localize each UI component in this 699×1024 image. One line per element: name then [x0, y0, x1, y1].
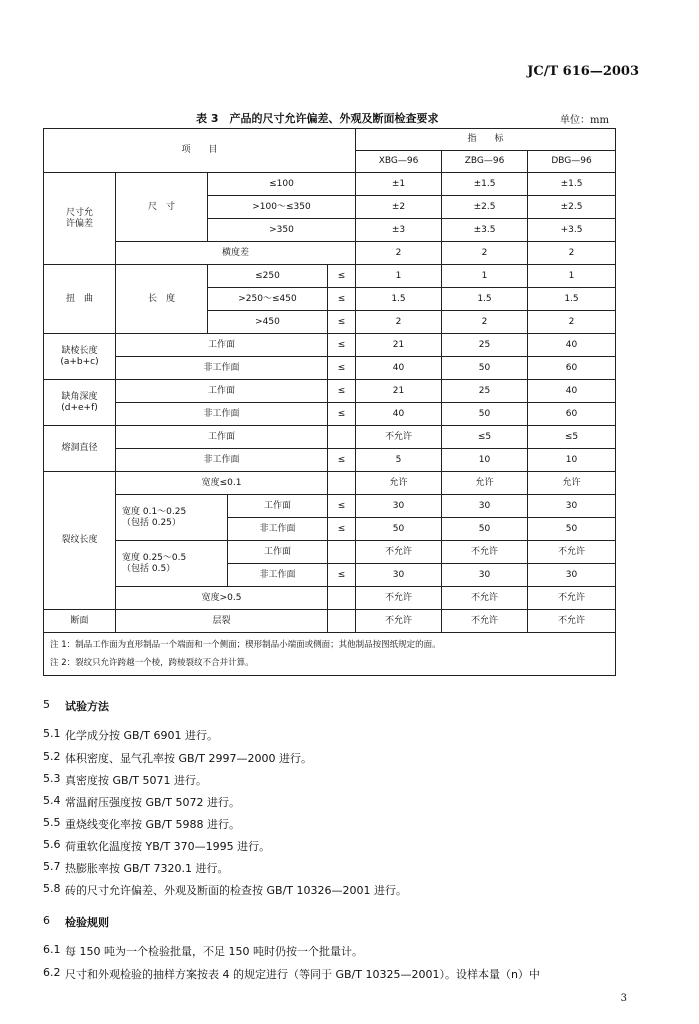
value-cell: 2 [442, 311, 528, 334]
crack-length-label: 裂纹长度 [44, 472, 116, 610]
value-cell: 不允许 [356, 541, 442, 564]
value-cell: ≤5 [442, 426, 528, 449]
section-number: 6 [43, 914, 50, 927]
value-cell: 50 [442, 403, 528, 426]
value-cell: 2 [528, 311, 616, 334]
face-cell: 工作面 [116, 426, 328, 449]
melt-hole-label: 熔洞直径 [44, 426, 116, 472]
range-cell: >250～≤450 [208, 288, 328, 311]
clause-text: 化学成分按 GB/T 6901 进行。 [65, 729, 218, 742]
operator-cell: ≤ [328, 288, 356, 311]
face-cell: 非工作面 [116, 357, 328, 380]
clause-text: 重烧线变化率按 GB/T 5988 进行。 [65, 818, 240, 831]
range-cell: ≤100 [208, 173, 356, 196]
operator-cell: ≤ [328, 311, 356, 334]
face-cell: 非工作面 [228, 564, 328, 587]
clause-text: 热膨胀率按 GB/T 7320.1 进行。 [65, 862, 229, 875]
size-label: 尺 寸 [116, 173, 208, 242]
value-cell: 不允许 [442, 587, 528, 610]
value-cell: 30 [356, 564, 442, 587]
operator-cell: ≤ [328, 495, 356, 518]
table-title: 表 3 产品的尺寸允许偏差、外观及断面检查要求 [196, 112, 439, 125]
clause-number: 5.1 [43, 727, 61, 740]
grade-header: ZBG—96 [442, 151, 528, 173]
twist-label: 扭 曲 [44, 265, 116, 334]
grade-header: XBG—96 [356, 151, 442, 173]
value-cell: 30 [356, 495, 442, 518]
value-cell: 1.5 [442, 288, 528, 311]
operator-cell: ≤ [328, 518, 356, 541]
crack-width-cell: 宽度 0.1～0.25 （包括 0.25） [116, 495, 228, 541]
clause-number: 5.2 [43, 750, 61, 763]
value-cell: 1 [356, 265, 442, 288]
value-cell: +3.5 [528, 219, 616, 242]
operator-cell: ≤ [328, 334, 356, 357]
section-label: 断面 [44, 610, 116, 633]
face-cell: 非工作面 [228, 518, 328, 541]
value-cell: ≤5 [528, 426, 616, 449]
clause-number: 5.3 [43, 772, 61, 785]
operator-cell: ≤ [328, 449, 356, 472]
clause-number: 5.7 [43, 860, 61, 873]
table-note: 注 1：制品工作面为直形制品一个端面和一个侧面；楔形制品小端面或侧面；其他制品按图纸规定的面。 [50, 640, 441, 650]
value-cell: 2 [528, 242, 616, 265]
value-cell: 不允许 [528, 587, 616, 610]
clause-number: 5.8 [43, 882, 61, 895]
operator-cell [328, 426, 356, 449]
value-cell: 30 [528, 564, 616, 587]
operator-cell: ≤ [328, 265, 356, 288]
value-cell: 不允许 [442, 541, 528, 564]
value-cell: ±3.5 [442, 219, 528, 242]
value-cell: ±1.5 [528, 173, 616, 196]
table-caption [0, 110, 699, 124]
value-cell: 40 [356, 403, 442, 426]
face-cell: 工作面 [228, 541, 328, 564]
grade-header: DBG—96 [528, 151, 616, 173]
height-diff-label: 横度差 [116, 242, 356, 265]
value-cell: 2 [442, 242, 528, 265]
section-text: 试验方法 [65, 700, 109, 713]
value-cell: 60 [528, 357, 616, 380]
value-cell: 允许 [528, 472, 616, 495]
operator-cell [328, 587, 356, 610]
page-number: 3 [620, 993, 627, 1004]
value-cell: 不允许 [356, 610, 442, 633]
crack-width-cell: 宽度 0.25～0.5 （包括 0.5） [116, 541, 228, 587]
face-cell: 非工作面 [116, 403, 328, 426]
value-cell: ±1 [356, 173, 442, 196]
value-cell: 50 [442, 357, 528, 380]
range-cell: >450 [208, 311, 328, 334]
value-cell: 不允许 [442, 610, 528, 633]
section-desc: 层裂 [116, 610, 328, 633]
value-cell: 2 [356, 311, 442, 334]
crack-width-cell: 宽度>0.5 [116, 587, 328, 610]
value-cell: 不允许 [528, 610, 616, 633]
clause-text: 常温耐压强度按 GB/T 5072 进行。 [65, 796, 240, 809]
value-cell: 21 [356, 334, 442, 357]
value-cell: 2 [356, 242, 442, 265]
value-cell: 30 [528, 495, 616, 518]
operator-cell [328, 472, 356, 495]
clause-text: 尺寸和外观检验的抽样方案按表 4 的规定进行（等同于 GB/T 10325—2001）。设样本量（n）中 [65, 968, 540, 981]
value-cell: 50 [528, 518, 616, 541]
value-cell: 允许 [442, 472, 528, 495]
size-deviation-label: 尺寸允 许偏差 [44, 173, 116, 265]
range-cell: >350 [208, 219, 356, 242]
value-cell: ±2.5 [442, 196, 528, 219]
operator-cell: ≤ [328, 564, 356, 587]
clause-number: 5.6 [43, 838, 61, 851]
value-cell: 25 [442, 380, 528, 403]
range-cell: >100～≤350 [208, 196, 356, 219]
clause-number: 6.2 [43, 966, 61, 979]
value-cell: 25 [442, 334, 528, 357]
crack-width-cell: 宽度≤0.1 [116, 472, 328, 495]
value-cell: 1 [528, 265, 616, 288]
face-cell: 工作面 [116, 334, 328, 357]
clause-text: 体积密度、显气孔率按 GB/T 2997—2000 进行。 [65, 752, 312, 765]
clause-text: 真密度按 GB/T 5071 进行。 [65, 774, 207, 787]
range-cell: ≤250 [208, 265, 328, 288]
clause-number: 5.5 [43, 816, 61, 829]
clause-number: 5.4 [43, 794, 61, 807]
value-cell: ±3 [356, 219, 442, 242]
value-cell: 允许 [356, 472, 442, 495]
indicator-header: 指 标 [356, 129, 616, 151]
value-cell: 50 [442, 518, 528, 541]
standard-number-header: JC/T 616—2003 [527, 64, 639, 79]
value-cell: 5 [356, 449, 442, 472]
clause-text: 砖的尺寸允许偏差、外观及断面的检查按 GB/T 10326—2001 进行。 [65, 884, 407, 897]
face-cell: 工作面 [116, 380, 328, 403]
corner-depth-label: 缺角深度 (d+e+f) [44, 380, 116, 426]
operator-cell: ≤ [328, 403, 356, 426]
value-cell: ±2.5 [528, 196, 616, 219]
value-cell: 10 [442, 449, 528, 472]
face-cell: 非工作面 [116, 449, 328, 472]
operator-cell: ≤ [328, 380, 356, 403]
value-cell: 21 [356, 380, 442, 403]
spec-table [43, 128, 616, 676]
section-text: 检验规则 [65, 916, 109, 929]
value-cell: 60 [528, 403, 616, 426]
value-cell: 40 [528, 380, 616, 403]
value-cell: 不允许 [528, 541, 616, 564]
value-cell: 1.5 [356, 288, 442, 311]
length-label: 长 度 [116, 265, 208, 334]
clause-number: 6.1 [43, 943, 61, 956]
value-cell: 30 [442, 564, 528, 587]
operator-cell: ≤ [328, 357, 356, 380]
value-cell: ±2 [356, 196, 442, 219]
clause-text: 荷重软化温度按 YB/T 370—1995 进行。 [65, 840, 271, 853]
value-cell: 50 [356, 518, 442, 541]
item-header: 项 目 [44, 129, 356, 173]
value-cell: 不允许 [356, 426, 442, 449]
table-notes [44, 633, 616, 676]
section-number: 5 [43, 698, 50, 711]
value-cell: 不允许 [356, 587, 442, 610]
value-cell: 1 [442, 265, 528, 288]
value-cell: 40 [528, 334, 616, 357]
value-cell: 10 [528, 449, 616, 472]
face-cell: 工作面 [228, 495, 328, 518]
value-cell: ±1.5 [442, 173, 528, 196]
value-cell: 30 [442, 495, 528, 518]
table-note: 注 2：裂纹只允许跨越一个棱，跨棱裂纹不合并计算。 [50, 658, 254, 668]
table-unit: 单位：mm [560, 115, 609, 126]
value-cell: 40 [356, 357, 442, 380]
edge-length-label: 缺棱长度 (a+b+c) [44, 334, 116, 380]
operator-cell [328, 541, 356, 564]
value-cell: 1.5 [528, 288, 616, 311]
operator-cell [328, 610, 356, 633]
clause-text: 每 150 吨为一个检验批量，不足 150 吨时仍按一个批量计。 [65, 945, 363, 958]
